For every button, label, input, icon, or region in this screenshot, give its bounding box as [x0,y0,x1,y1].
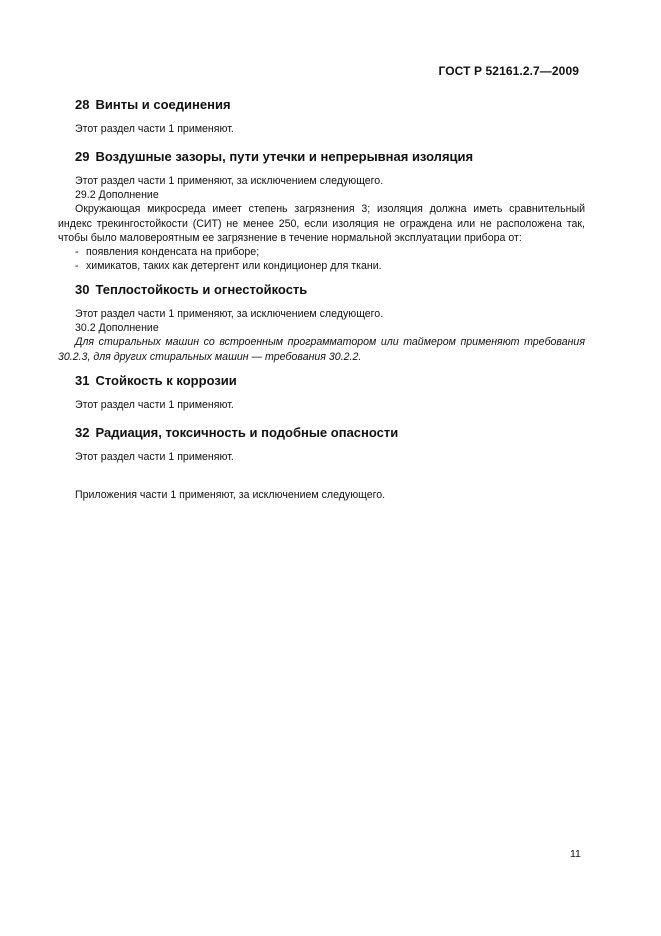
paragraph: Этот раздел части 1 применяют. [75,123,234,135]
section-title: Воздушные зазоры, пути утечки и непрерывная изоляция [95,149,474,164]
list-item [58,259,585,273]
section-32 [58,425,585,464]
section-number: 28 [75,97,90,112]
paragraph: Этот раздел части 1 применяют, за исключением следующего. [75,175,384,187]
section-31 [58,373,585,412]
section-number: 30 [75,282,90,297]
section-title: Стойкость к коррозии [95,373,237,388]
section-heading [58,282,585,298]
list-item-text: появления конденсата на приборе; [86,246,260,259]
section-title: Теплостойкость и огнестойкость [95,282,308,297]
paragraph: Окружающая микросреда имеет степень загрязнения 3; изоляция должна иметь сравнительный индекс трекингостойкости (СИТ) не менее 250, если изоляция не ограждена или не расположена так, чтобы было маловероятным ее загрязнение в течение нормальной эксплуатации прибора от: [58,203,585,244]
section-title: Радиация, токсичность и подобные опасности [95,425,399,440]
paragraph: Этот раздел части 1 применяют. [75,451,234,463]
page-number: 11 [570,848,581,860]
section-30 [58,282,585,364]
list-dash: - [75,246,79,259]
section-number: 32 [75,425,90,440]
section-title: Винты и соединения [95,97,231,112]
section-heading [58,97,585,113]
section-heading [58,149,585,165]
section-28 [58,97,585,136]
section-number: 29 [75,149,90,164]
section-29 [58,149,585,273]
subclause-heading: 29.2 Дополнение [75,189,159,202]
paragraph: Приложения части 1 применяют, за исключением следующего. [75,489,386,501]
section-heading [58,373,585,389]
subclause-heading: 30.2 Дополнение [75,322,159,335]
bullet-list [58,245,585,273]
section-number: 31 [75,373,90,388]
list-item-text: химикатов, таких как детергент или кондиционер для ткани. [86,260,382,273]
section-heading [58,425,585,441]
paragraph: Этот раздел части 1 применяют, за исключением следующего. [75,308,384,320]
list-item [58,245,585,259]
annex-note [58,488,585,502]
list-dash: - [75,260,79,273]
paragraph: Этот раздел части 1 применяют. [75,399,234,411]
page-header-code: ГОСТ Р 52161.2.7—2009 [438,64,579,78]
italic-paragraph: Для стиральных машин со встроенным программатором или таймером применяют требования 30.2.3, для других стиральных машин — требования 30.2.2. [58,336,585,363]
